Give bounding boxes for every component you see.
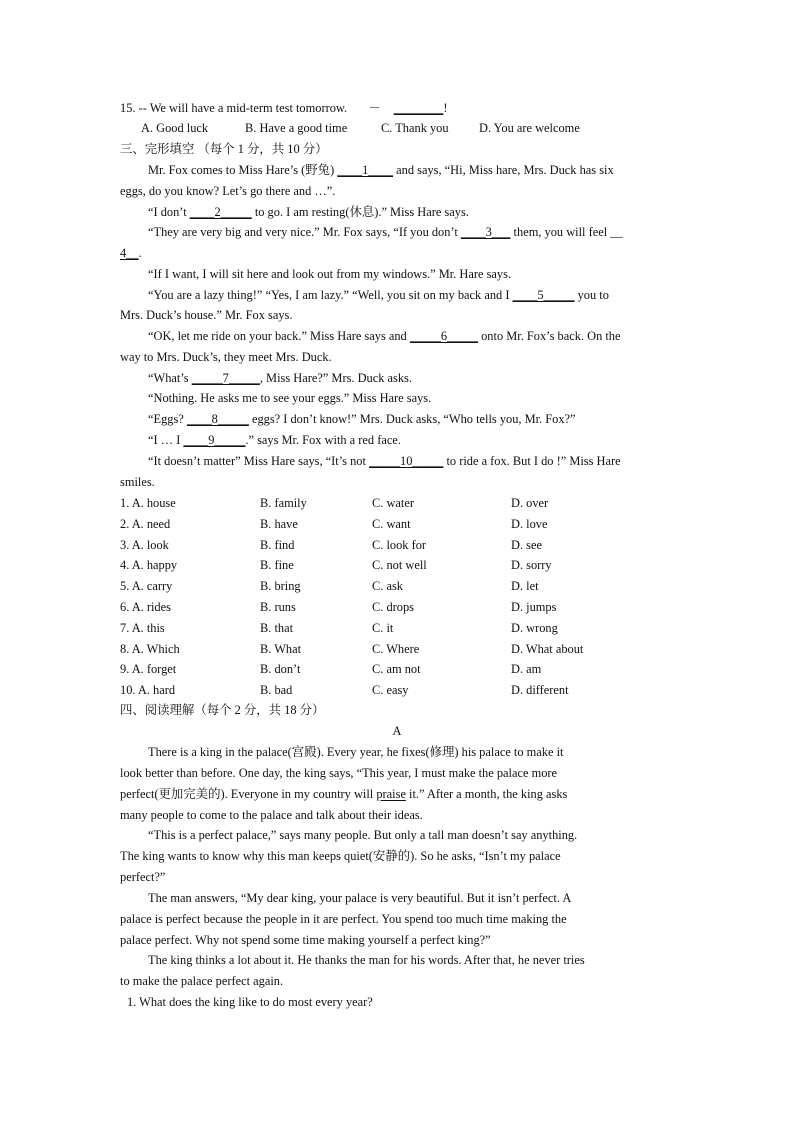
- underlined-word: praise: [376, 787, 406, 801]
- cloze-choice: D. over: [511, 496, 549, 510]
- cloze-line: way to Mrs. Duck’s, they meet Mrs. Duck.: [120, 350, 332, 364]
- cloze-choice: B. runs: [260, 600, 296, 614]
- p4-line2: to make the palace perfect again.: [120, 974, 284, 988]
- cloze-line: “If I want, I will sit here and look out from my windows.” Mr. Hare says.: [148, 267, 512, 281]
- passage-label: A: [392, 724, 402, 738]
- cloze-blank: 4__: [120, 246, 139, 260]
- cloze-line: “I … I ____9_____.” says Mr. Fox with a red face.: [148, 433, 401, 447]
- cloze-choice: C. water: [372, 496, 414, 510]
- cloze-choice: 1. A. house: [120, 496, 176, 510]
- cloze-choice: D. sorry: [511, 558, 552, 573]
- cloze-choice: B. have: [260, 516, 298, 531]
- cloze-choice: 10. A. hard: [120, 683, 176, 698]
- cloze-line: “You are a lazy thing!” “Yes, I am lazy.” “Well, you sit on my back and I ____5_____ you to: [148, 288, 609, 302]
- cloze-choice: 8. A. Which: [120, 641, 180, 656]
- cloze-choice: D. different: [511, 683, 569, 698]
- cloze-line: “It doesn’t matter” Miss Hare says, “It’s not _____10_____ to ride a fox. But I do !” Miss Hare: [148, 454, 621, 468]
- cloze-choice: D. let: [511, 579, 539, 594]
- cloze-choice: D. What about: [511, 641, 584, 656]
- cloze-choice: B. What: [260, 641, 302, 656]
- reading-question-1: 1. What does the king like to do most every year?: [127, 995, 373, 1009]
- cloze-choice: C. Where: [372, 641, 420, 656]
- cloze-choice: C. ask: [372, 579, 403, 594]
- cloze-blank: ____1____: [337, 163, 394, 177]
- cloze-blank: _____10_____: [369, 454, 444, 468]
- cloze-blank: _____6_____: [409, 329, 479, 343]
- p3-line1: The man answers, “My dear king, your palace is very beautiful. But it isn’t perfect. A: [148, 891, 572, 905]
- cloze-choice: C. want: [372, 516, 411, 531]
- cloze-choice: C. am not: [372, 662, 421, 677]
- cloze-blank: ____3___: [460, 225, 511, 239]
- cloze-line: Mr. Fox comes to Miss Hare’s (野兔) ____1____ and says, “Hi, Miss hare, Mrs. Duck has six: [148, 163, 614, 177]
- q15-option-b: B. Have a good time: [245, 121, 348, 135]
- p1-line1: There is a king in the palace(宫殿). Every year, he fixes(修理) his palace to make it: [148, 745, 564, 759]
- cloze-line: “What’s _____7_____, Miss Hare?” Mrs. Duck asks.: [148, 371, 412, 385]
- cloze-choice: B. bad: [260, 683, 293, 698]
- cloze-choice: D. am: [511, 662, 542, 677]
- cloze-line: “Nothing. He asks me to see your eggs.” Miss Hare says.: [148, 391, 432, 405]
- cloze-choice: 4. A. happy: [120, 558, 178, 573]
- cloze-choice: 7. A. this: [120, 620, 165, 635]
- cloze-line: “OK, let me ride on your back.” Miss Hare says and _____6_____ onto Mr. Fox’s back. On the: [148, 329, 621, 343]
- cloze-blank: _____7_____: [191, 371, 260, 385]
- cloze-choice: C. not well: [372, 558, 427, 573]
- p3-line3: palace perfect. Why not spend some time making yourself a perfect king?”: [120, 933, 491, 947]
- cloze-line: “Eggs? ____8_____ eggs? I don’t know!” Mrs. Duck asks, “Who tells you, Mr. Fox?”: [148, 412, 576, 426]
- cloze-choice: C. easy: [372, 683, 409, 698]
- cloze-choice: D. wrong: [511, 620, 558, 635]
- cloze-blank: ____2_____: [189, 205, 252, 219]
- cloze-choice: C. it: [372, 620, 394, 635]
- section4-heading: 四、阅读理解（每个 2 分，共 18 分）: [120, 703, 325, 717]
- cloze-choice: B. that: [260, 620, 294, 635]
- p1-line3: perfect(更加完美的). Everyone in my country will praise it.” After a month, the king asks: [120, 787, 568, 801]
- cloze-line: eggs, do you know? Let’s go there and …”.: [120, 184, 336, 198]
- cloze-choice: 6. A. rides: [120, 600, 171, 614]
- cloze-choice: 5. A. carry: [120, 579, 173, 594]
- cloze-choice: C. drops: [372, 600, 414, 614]
- q15-stem: 15. -- We will have a mid-term test tomorrow. － ________!: [120, 101, 448, 115]
- cloze-choice: B. bring: [260, 579, 301, 594]
- cloze-choice: B. don’t: [260, 662, 301, 677]
- p3-line2: palace is perfect because the people in it are perfect. You spend too much time making the: [120, 912, 567, 926]
- section3-heading: 三、完形填空 （每个 1 分，共 10 分）: [120, 142, 328, 156]
- cloze-line: “I don’t ____2_____ to go. I am resting(休息).” Miss Hare says.: [148, 205, 469, 219]
- cloze-line: 4__.: [120, 246, 142, 260]
- p4-line1: The king thinks a lot about it. He thanks the man for his words. After that, he never tries: [148, 953, 585, 967]
- cloze-choice: 2. A. need: [120, 516, 171, 531]
- q15-option-c: C. Thank you: [381, 121, 449, 135]
- cloze-choice: C. look for: [372, 537, 427, 552]
- cloze-choice: B. fine: [260, 558, 294, 573]
- cloze-blank: ____5_____: [512, 288, 575, 302]
- p1-line4: many people to come to the palace and talk about their ideas.: [120, 808, 423, 822]
- cloze-choice: B. family: [260, 496, 307, 510]
- p1-line2: look better than before. One day, the king says, “This year, I must make the palace more: [120, 766, 558, 780]
- q15-option-a: A. Good luck: [141, 121, 209, 135]
- cloze-line: “They are very big and very nice.” Mr. Fox says, “If you don’t ____3___ them, you will feel __: [148, 225, 623, 239]
- p2-line3: perfect?”: [120, 870, 166, 884]
- cloze-choice: D. see: [511, 537, 542, 552]
- cloze-choice: 3. A. look: [120, 537, 169, 552]
- q15-option-d: D. You are welcome: [479, 121, 580, 135]
- cloze-choice: D. love: [511, 516, 548, 531]
- cloze-line: smiles.: [120, 475, 155, 489]
- p2-line1: “This is a perfect palace,” says many people. But only a tall man doesn’t say anything.: [148, 828, 578, 842]
- cloze-choice: D. jumps: [511, 600, 557, 614]
- cloze-choice: 9. A. forget: [120, 662, 177, 677]
- cloze-blank: ____8_____: [186, 412, 249, 426]
- cloze-choice: B. find: [260, 537, 295, 552]
- cloze-blank: ____9_____: [183, 433, 246, 447]
- cloze-line: Mrs. Duck’s house.” Mr. Fox says.: [120, 308, 293, 322]
- p2-line2: The king wants to know why this man keeps quiet(安静的). So he asks, “Isn’t my palace: [120, 849, 561, 863]
